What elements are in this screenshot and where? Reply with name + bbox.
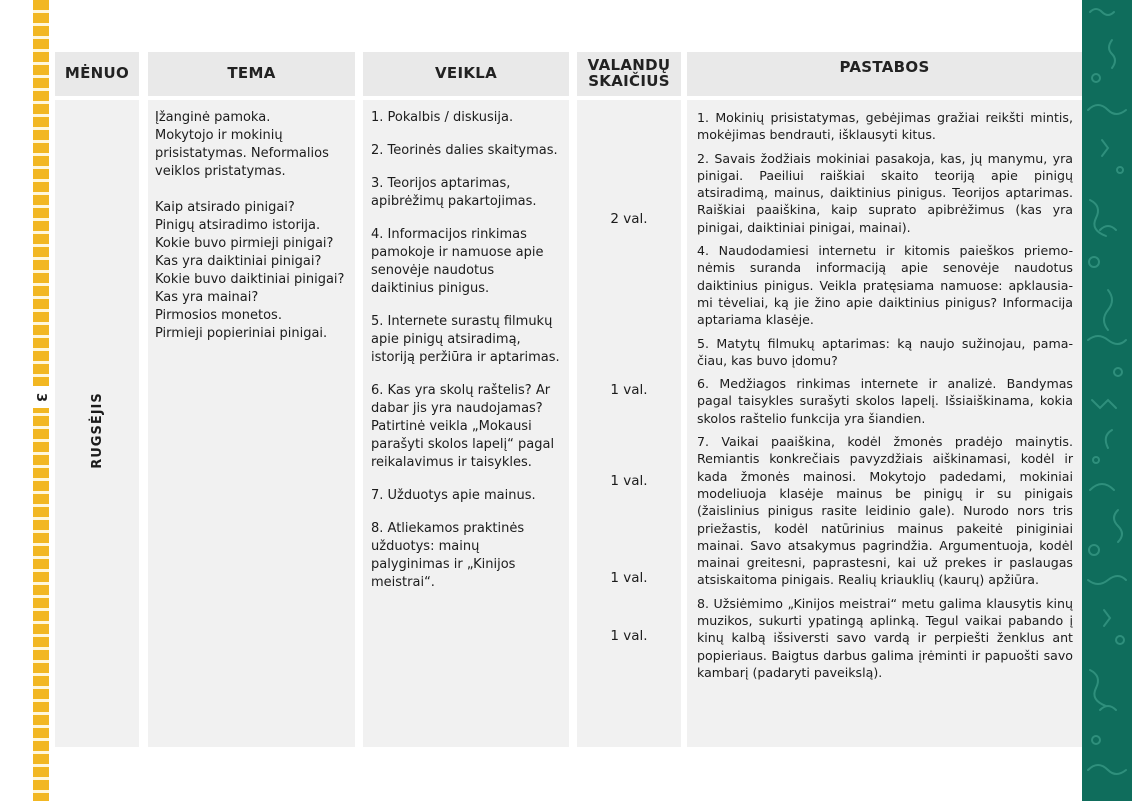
note-item: 2. Savais žodžiais mokiniai pasakoja, kas, jų manymu, yra pinigai. Paeiliui raiškiai skaito teoriją apie pinigų atsiradimą, mainus, daiktinius pinigus. Teorijos aptarimas. Raiškiai paaiškina, kaip suprato apibrėžimus (kas yra pinigai, daiktiniai pinigai, mainai). [697,150,1073,235]
note-item: 7. Vaikai paaiškina, kodėl žmonės pradėjo mainytis. Remiantis konkrečiais pavyzdžiais aiškinamasi, kodėl ir kada žmonės mainosi. Mokytojo padedami, mokiniai modeliuoja klasėje mainus be pinigų ir su pinigais (žaislinius pinigus rasite leidinio gale). Nurodo nors tris priežastis, kodėl natūrinius mainus pakeitė piniginiai mainai. Savo atsakymus pagrindžia. Argumentuoja, kodėl mainai greitesni, paprastesni, kai už prekes ir paslaugas atsiskaitoma pinigais. Realių kriauklių (kaurų) apžiūra. [697,434,1073,588]
teal-decorative-band [1082,0,1132,801]
hours-value: 2 val. [610,211,648,227]
activity-item: 6. Kas yra skolų raštelis? Ar dabar jis yra naudojamas? Patirtinė veikla „Mokausi parašyti skolos lapelį“ pagal reikalavimus ir taisykles. [371,383,555,470]
activity-item: 4. Informacijos rinkimas pamokoje ir namuose apie senovėje naudotus daiktinius pinigus. [371,227,544,296]
month-label: RUGSĖJIS [89,391,105,469]
hours-value: 1 val. [610,570,648,586]
header-topic: TEMA [148,52,355,96]
header-notes: PASTABOS [687,52,1082,96]
squiggle-pattern-icon [1082,0,1132,801]
hours-cell [577,100,681,747]
activity-item: 2. Teorinės dalies skaitymas. [371,143,558,158]
page-number: 3 [33,386,49,408]
activity-item: 7. Užduotys apie mainus. [371,488,536,503]
hours-value: 1 val. [610,473,648,489]
header-month: MĖNUO [55,52,139,96]
header-activity: VEIKLA [363,52,569,96]
hours-value: 1 val. [610,628,648,644]
activity-list [371,109,561,607]
notes-list [697,109,1073,687]
note-item: 6. Medžiagos rinkimas internete ir analizė. Bandymas pagal taisykles surašyti skolos lapelį. Išsiaiškinama, kokia skolos raštelio funkcija yra šiandien. [697,376,1073,426]
note-item: 8. Užsiėmimo „Kinijos meistrai“ metu galima klausytis kinų muzikos, sukurti ypatingą aplinką. Tegul vaikai pabando į kinų kalbą išsiversti savo vardą ir perpiešti ženklus ant popieriaus. Baigtus darbus galima įrėminti ir papuošti savo kambarį (padaryti paveikslą). [697,595,1073,680]
activity-item: 3. Teorijos aptarimas, apibrėžimų pakartojimas. [371,176,537,209]
note-item: 4. Naudodamiesi internetu ir kitomis paieškos priemo-nėmis suranda informaciją apie senovėje naudotus daiktinius pinigus. Veikla pratęsiama namuose: apklausia-mi tėveliai, ką jie žino apie daiktinius pinigus? Informacija aptariama klasėje. [697,243,1073,328]
topic-text: Įžanginė pamoka. Mokytojo ir mokinių prisistatymas. Neformalios veiklos pristatymas. Kaip atsirado pinigai? Pinigų atsiradimo istorija. Kokie buvo pirmieji pinigai? Kas yra daiktiniai pinigai? Kokie buvo daiktiniai pinigai? Kas yra mainai? Pirmosios monetos. Pirmieji popieriniai pinigai. [155,110,345,341]
note-item: 5. Matytų filmukų aptarimas: ką naujo sužinojau, pama-čiau, kas buvo įdomu? [697,335,1073,368]
header-hours: VALANDŲ SKAIČIUS [577,52,681,96]
activity-item: 5. Internete surastų filmukų apie pinigų atsiradimą, istoriją peržiūra ir aptarimas. [371,314,560,365]
activity-item: 8. Atliekamos praktinės užduotys: mainų palyginimas ir „Kinijos meistrai“. [371,521,525,590]
hours-value: 1 val. [610,382,648,398]
note-item: 1. Mokinių prisistatymas, gebėjimas gražiai reikšti mintis, mokėjimas bendrauti, išklausyti kitus. [697,110,1073,143]
activity-item: 1. Pokalbis / diskusija. [371,110,514,125]
